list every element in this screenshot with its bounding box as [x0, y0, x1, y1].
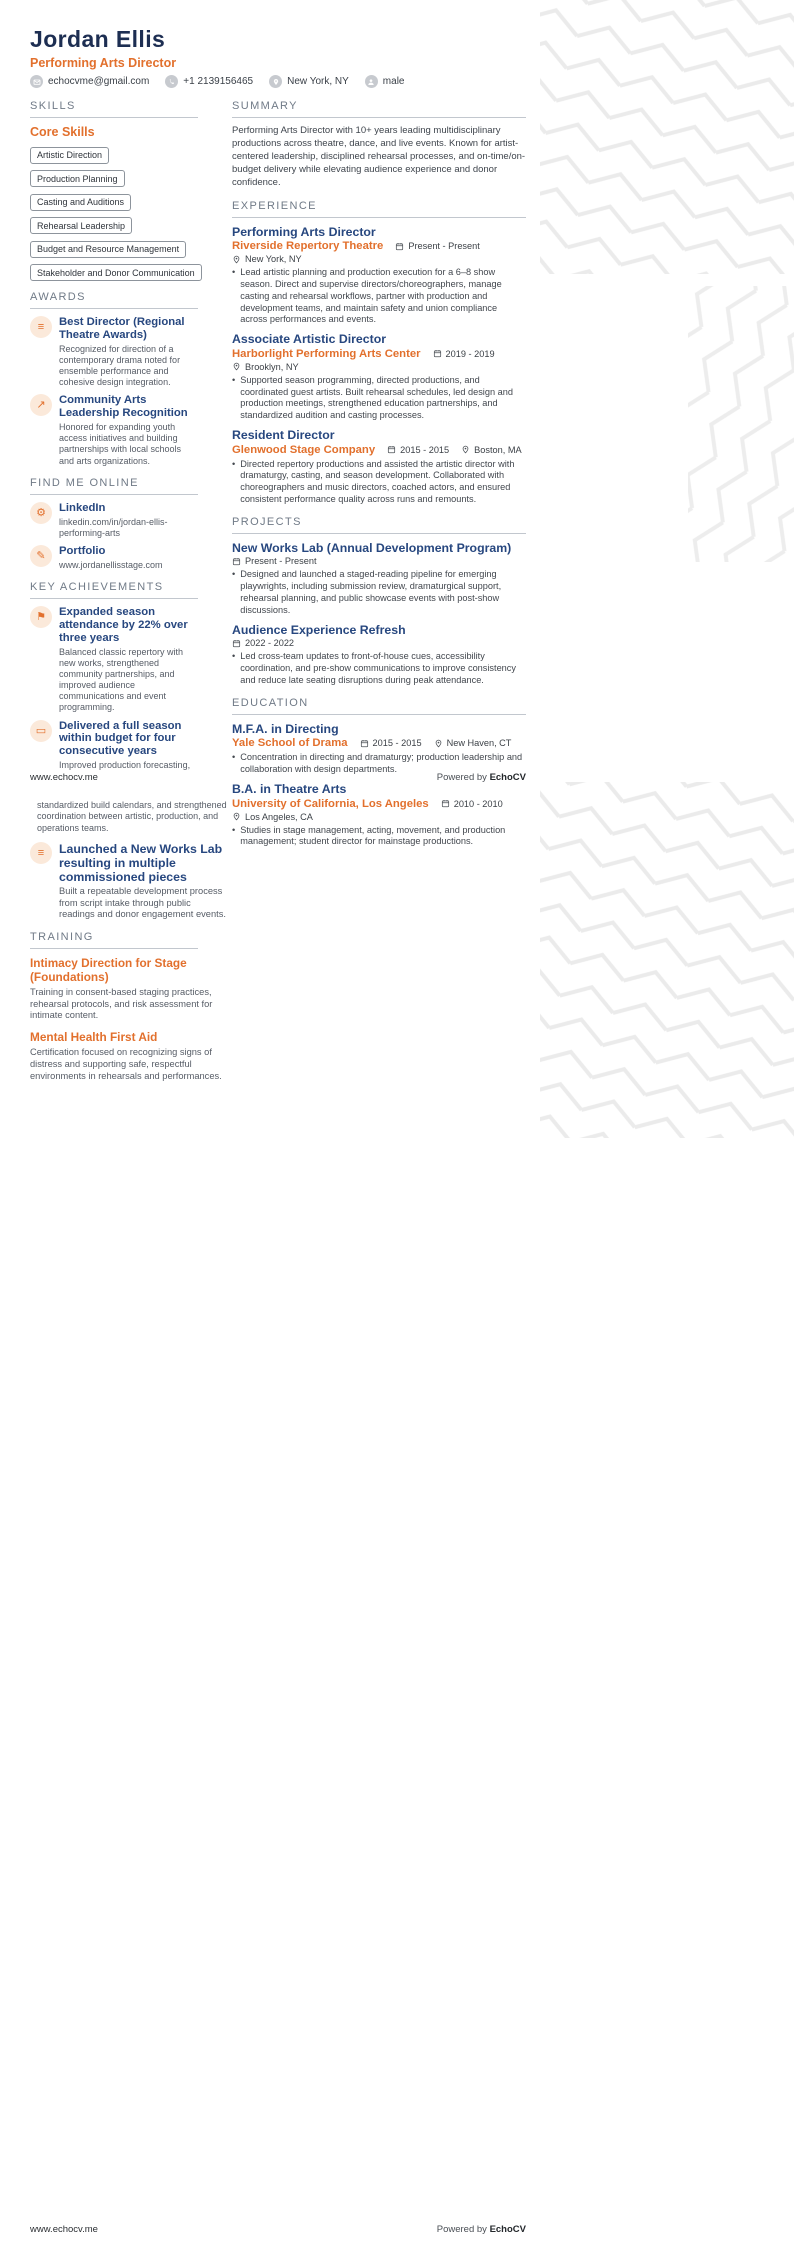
company-name: Riverside Repertory Theatre: [232, 240, 384, 253]
achievement-title: Expanded season attendance by 22% over three years: [59, 605, 188, 644]
footer-brand: EchoCV: [489, 772, 526, 783]
location-pin-icon: [232, 812, 241, 821]
section-training: [30, 931, 228, 1083]
section-experience: [232, 200, 526, 506]
experience-item: [232, 332, 526, 422]
page-footer: [30, 2224, 526, 2235]
experience-bullet: • Lead artistic planning and production execution for a 6–8 show season. Direct and supervise directors/choreographers, manage casting and rehearsal workflows, partner with production and development teams, and maintain safety and union compliance across performances and events.: [232, 267, 502, 325]
online-link-item: [30, 502, 198, 539]
contact-row: [30, 75, 404, 88]
contact-gender: [365, 75, 405, 88]
location-text: New York, NY: [287, 76, 349, 87]
location-pin-icon: [232, 362, 241, 371]
gear-icon: ⚙: [30, 502, 52, 524]
achievement-title: Delivered a full season within budget for four consecutive years: [59, 719, 182, 758]
education-bullet: • Studies in stage management, acting, movement, and production management; student director for mainstage productions.: [232, 824, 506, 847]
location-meta: Brooklyn, NY: [232, 362, 299, 372]
location-pin-icon: [461, 445, 470, 454]
section-summary: [232, 100, 526, 190]
location-pin-icon: [434, 739, 443, 748]
achievement-description: Improved production forecasting,: [59, 760, 191, 771]
section-key-achievements: [30, 581, 198, 771]
degree-title: M.F.A. in Directing: [232, 721, 339, 736]
lines-icon: ≡: [30, 842, 52, 864]
dates-meta: 2015 - 2015: [360, 738, 422, 748]
achievement-item: [30, 842, 228, 921]
training-heading: TRAINING: [30, 931, 198, 949]
calendar-icon: [441, 799, 450, 808]
achievement-item: [30, 720, 198, 772]
calendar-icon: [360, 739, 369, 748]
footer-site-link[interactable]: www.echocv.me: [30, 772, 98, 783]
skills-group-label: Core Skills: [30, 125, 95, 139]
location-meta: New Haven, CT: [434, 738, 512, 748]
award-title: Community Arts Leadership Recognition: [59, 394, 188, 420]
dates-meta: 2022 - 2022: [232, 638, 294, 648]
phone-text: +1 2139156465: [183, 76, 254, 87]
pencil-icon: ✎: [30, 545, 52, 567]
education-item: [232, 722, 526, 776]
phone-icon: [165, 75, 178, 88]
project-item: [232, 541, 526, 617]
experience-heading: EXPERIENCE: [232, 200, 526, 218]
dates-meta: 2019 - 2019: [433, 349, 495, 359]
sidebar-column-page-2: [30, 800, 228, 1090]
award-description: Honored for expanding youth access initiatives and building partnerships with local schools and arts organizations.: [59, 422, 182, 466]
achievement-description: Built a repeatable development process from script intake through public readings and donor engagement events.: [59, 886, 226, 920]
online-link-url[interactable]: www.jordanellisstage.com: [59, 559, 163, 570]
online-heading: FIND ME ONLINE: [30, 477, 198, 495]
education-bullet: • Concentration in directing and dramaturgy; production leadership and collaboration with design departments.: [232, 752, 523, 775]
footer-brand: EchoCV: [489, 2224, 526, 2235]
sidebar-column: [30, 100, 198, 777]
contact-email[interactable]: [30, 75, 149, 88]
flag-icon: ⚑: [30, 606, 52, 628]
summary-text: Performing Arts Director with 10+ years leading multidisciplinary productions across theatre, dance, and live events. Known for artist-centered leadership, disciplined rehearsal processes, and on-time/on-budget delivery while elevating audience experience and donor confidence.: [232, 125, 526, 188]
award-item: [30, 316, 198, 388]
person-icon: [365, 75, 378, 88]
company-name: Harborlight Performing Arts Center: [232, 347, 421, 360]
page-footer: [30, 772, 526, 783]
education-item: [232, 782, 526, 848]
footer-powered-by: Powered by EchoCV: [436, 2224, 526, 2235]
skill-chip: Budget and Resource Management: [30, 241, 186, 258]
skills-heading: SKILLS: [30, 100, 198, 118]
project-title: Audience Experience Refresh: [232, 622, 406, 637]
candidate-job-title: Performing Arts Director: [30, 56, 177, 70]
job-title: Resident Director: [232, 427, 335, 442]
calendar-icon: [433, 349, 442, 358]
footer-powered-by: Powered by EchoCV: [436, 772, 526, 783]
skill-chip: Rehearsal Leadership: [30, 217, 132, 234]
skill-chip: Artistic Direction: [30, 147, 109, 164]
experience-item: [232, 428, 526, 506]
gender-text: male: [382, 76, 405, 87]
mail-icon: [30, 75, 43, 88]
contact-location: [269, 75, 349, 88]
location-pin-icon: [269, 75, 282, 88]
arrow-up-right-icon: ↗: [30, 394, 52, 416]
achievement-description: Balanced classic repertory with new works, strengthened community partnerships, and improved audience communications and event programming.: [59, 646, 184, 713]
project-bullet: • Led cross-team updates to front-of-house cues, accessibility coordination, and pre-show communications to improve consistency and reduce late seating disruptions during peak attendance.: [232, 651, 516, 685]
card-icon: ▭: [30, 720, 52, 742]
footer-site-link[interactable]: www.echocv.me: [30, 2224, 98, 2235]
certificate-icon: ≡: [30, 316, 52, 338]
contact-phone: [165, 75, 253, 88]
online-link-label: Portfolio: [59, 544, 106, 557]
experience-bullet: • Supported season programming, directed productions, and coordinated guest artists. Built rehearsal schedules, led design and production meetings, strengthened education partnerships, and standardized audition and casting processes.: [232, 374, 513, 421]
section-find-me-online: [30, 477, 198, 571]
online-link-label: LinkedIn: [59, 501, 106, 514]
school-name: University of California, Los Angeles: [232, 797, 429, 810]
email-text: echocvme@gmail.com: [48, 76, 150, 87]
training-item: [30, 956, 228, 1022]
section-skills: [30, 100, 198, 281]
achievement-title: Launched a New Works Lab resulting in multiple commissioned pieces: [59, 841, 223, 885]
dates-meta: Present - Present: [232, 556, 317, 566]
section-awards: [30, 291, 198, 467]
calendar-icon: [232, 639, 241, 648]
training-item: [30, 1030, 228, 1082]
award-title: Best Director (Regional Theatre Awards): [59, 316, 185, 341]
skill-chip: Stakeholder and Donor Communication: [30, 264, 202, 281]
training-description: Training in consent-based staging practices, rehearsal protocols, and risk assessment for intimate content.: [30, 986, 213, 1021]
achievements-heading: KEY ACHIEVEMENTS: [30, 581, 198, 599]
training-description: Certification focused on recognizing signs of distress and supporting safe, respectful environments in rehearsals and performances.: [30, 1047, 222, 1081]
project-title: New Works Lab (Annual Development Program): [232, 540, 512, 555]
calendar-icon: [232, 557, 241, 566]
award-description: Recognized for direction of a contemporary drama noted for ensemble performance and cohesive design integration.: [59, 343, 181, 388]
section-projects: [232, 516, 526, 687]
location-meta: Los Angeles, CA: [232, 812, 313, 822]
training-title: Intimacy Direction for Stage (Foundations): [30, 955, 187, 984]
online-link-url[interactable]: linkedin.com/in/jordan-ellis-performing-arts: [59, 516, 168, 538]
awards-heading: AWARDS: [30, 291, 198, 309]
experience-bullet: • Directed repertory productions and assisted the artistic director with dramaturgy, casting, and season development. Collaborated with choreographers and music directors, coached actors, and ensured consistent performance quality across runs and remounts.: [232, 458, 515, 504]
projects-heading: PROJECTS: [232, 516, 526, 534]
skill-chip: Casting and Auditions: [30, 194, 131, 211]
achievement-item: [30, 606, 198, 714]
location-pin-icon: [232, 255, 241, 264]
candidate-name: Jordan Ellis: [30, 26, 166, 52]
school-name: Yale School of Drama: [232, 737, 348, 750]
location-meta: New York, NY: [232, 254, 302, 264]
job-title: Performing Arts Director: [232, 224, 376, 239]
project-bullet: • Designed and launched a staged-reading pipeline for emerging playwrights, including submission review, dramaturgical support, rehearsal planning, and public showcase events with post-show discussions.: [232, 569, 502, 615]
experience-item: [232, 225, 526, 327]
main-column: [232, 100, 526, 854]
dates-meta: 2015 - 2015: [387, 445, 449, 455]
award-item: [30, 394, 198, 466]
dates-meta: Present - Present: [395, 241, 480, 251]
summary-heading: SUMMARY: [232, 100, 526, 118]
location-meta: Boston, MA: [461, 445, 522, 455]
online-link-item: [30, 545, 198, 571]
achievement-description-continued: standardized build calendars, and strengthened coordination between artistic, production, and operations teams.: [37, 800, 227, 833]
degree-title: B.A. in Theatre Arts: [232, 781, 347, 796]
project-item: [232, 623, 526, 687]
job-title: Associate Artistic Director: [232, 332, 386, 347]
company-name: Glenwood Stage Company: [232, 443, 376, 456]
calendar-icon: [395, 242, 404, 251]
calendar-icon: [387, 445, 396, 454]
skill-chip: Production Planning: [30, 170, 125, 187]
training-title: Mental Health First Aid: [30, 1030, 158, 1044]
dates-meta: 2010 - 2010: [441, 799, 503, 809]
education-heading: EDUCATION: [232, 697, 526, 715]
